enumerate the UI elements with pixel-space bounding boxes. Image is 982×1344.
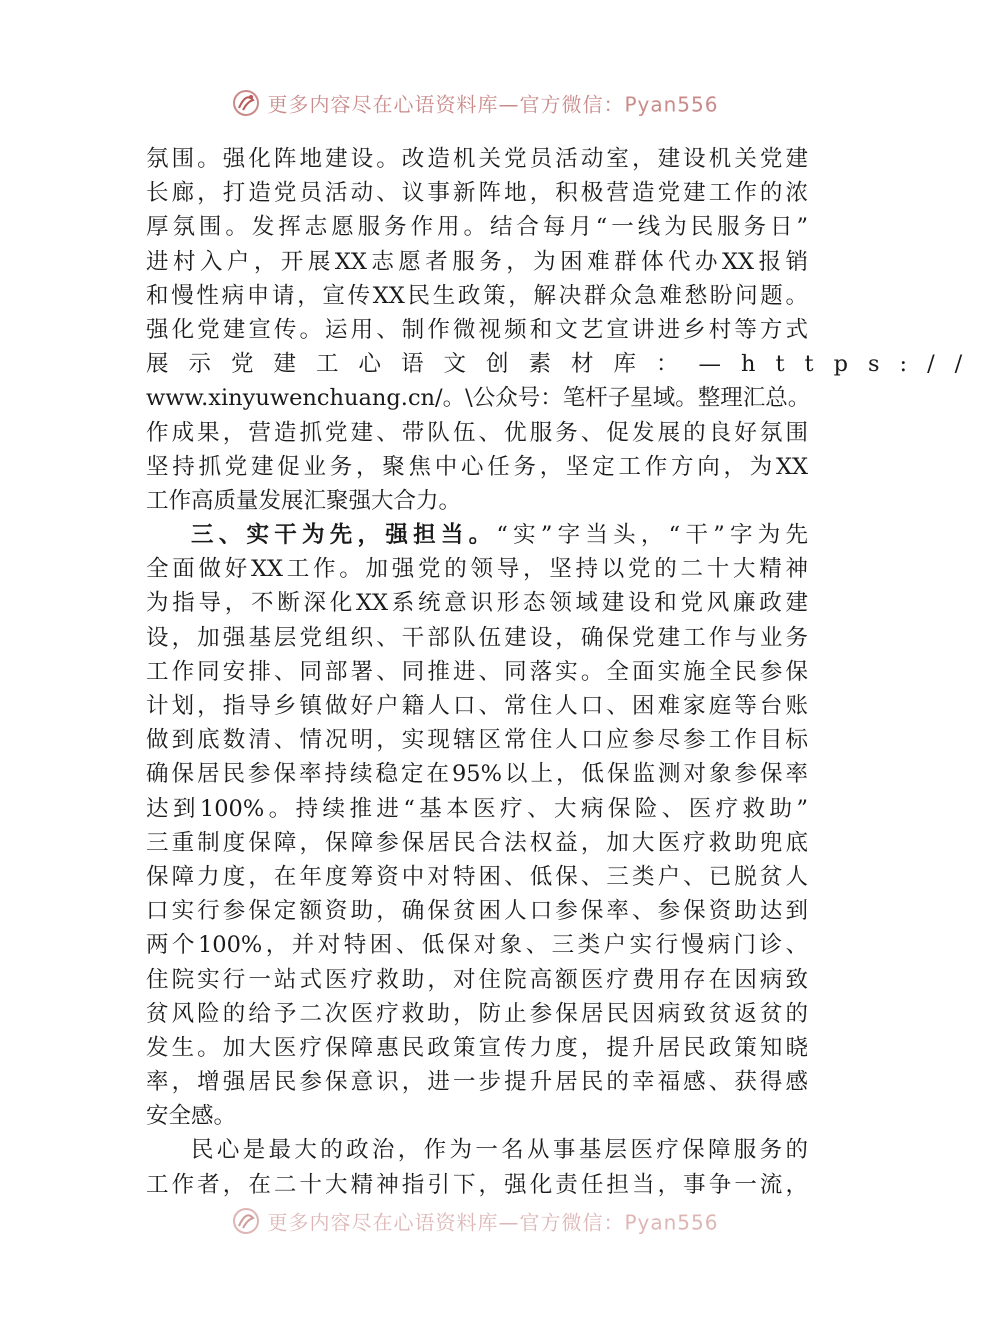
text-line: 强化党建宣传。运用、制作微视频和文艺宣讲进乡村等方式 — [146, 316, 808, 343]
text-line: 安全感。 — [146, 1103, 237, 1130]
text-line: 民心是最大的政治，作为一名从事基层医疗保障服务的 — [191, 1137, 808, 1164]
text-line: 计划，指导乡镇做好户籍人口、常住人口、困难家庭等台账 — [146, 693, 808, 719]
watermark-footer — [0, 1206, 950, 1236]
text-line: 保障力度，在年度筹资中对特困、低保、三类户、已脱贫人 — [146, 863, 808, 890]
text-line: 确保居民参保率持续稳定在95%以上，低保监测对象参保率 — [146, 761, 808, 788]
watermark-header — [0, 88, 950, 118]
text-line: 发生。加大医疗保障惠民政策宣传力度，提升居民政策知晓 — [146, 1034, 808, 1061]
text-line: 展示党建工心语文创素材库：—https:// — [146, 351, 982, 378]
watermark-text: 更多内容尽在心语资料库—官方微信：Pyan556 — [267, 92, 719, 117]
text-line: www.xinyuwenchuang.cn/。\公众号：笔杆子星域。整理汇总。 — [146, 385, 811, 412]
text-line: 贫风险的给予二次医疗救助，防止参保居民因病致贫返贫的 — [146, 1000, 808, 1027]
text-line: 厚氛围。发挥志愿服务作用。结合每月“一线为民服务日” — [146, 214, 808, 241]
text-line: 长廊，打造党员活动、议事新阵地，积极营造党建工作的浓 — [146, 180, 808, 207]
watermark-text: 更多内容尽在心语资料库—官方微信：Pyan556 — [267, 1210, 719, 1235]
text-line: 为指导，不断深化XX系统意识形态领域建设和党风廉政建 — [146, 590, 808, 617]
text-line: 工作者，在二十大精神指引下，强化责任担当，事争一流， — [146, 1171, 808, 1198]
document-body — [146, 142, 982, 1202]
text-line: 工作同安排、同部署、同推进、同落实。全面实施全民参保 — [146, 658, 808, 685]
text-line: 作成果，营造抓党建、带队伍、优服务、促发展的良好氛围 — [146, 419, 808, 446]
text-line: 达到100%。持续推进“基本医疗、大病保险、医疗救助” — [146, 795, 808, 822]
text-line: 进村入户，开展XX志愿者服务，为困难群体代办XX报销 — [146, 248, 808, 275]
text-line: 住院实行一站式医疗救助，对住院高额医疗费用存在因病致 — [146, 966, 808, 993]
text-line: 口实行参保定额资助，确保贫困人口参保率、参保资助达到 — [146, 898, 808, 925]
text-line: 设，加强基层党组织、干部队伍建设，确保党建工作与业务 — [146, 624, 808, 651]
logo-icon — [231, 1206, 261, 1236]
text-line: 工作高质量发展汇聚强大合力。 — [146, 487, 462, 514]
text-line: 两个100%，并对特困、低保对象、三类户实行慢病门诊、 — [146, 932, 808, 959]
text-line: 坚持抓党建促业务，聚焦中心任务，坚定工作方向，为XX — [146, 453, 808, 480]
section-heading: 三、实干为先，强担当。 — [191, 522, 497, 549]
section-heading-rest: “实”字当头，“干”字为先 — [496, 522, 808, 549]
text-line: 和慢性病申请，宣传XX民生政策，解决群众急难愁盼问题。 — [146, 282, 808, 309]
section-heading-line — [146, 518, 808, 552]
logo-icon — [231, 88, 261, 118]
text-line: 氛围。强化阵地建设。改造机关党员活动室，建设机关党建 — [146, 146, 808, 172]
text-line: 三重制度保障，保障参保居民合法权益，加大医疗救助兜底 — [146, 829, 808, 856]
text-line: 全面做好XX工作。加强党的领导，坚持以党的二十大精神 — [146, 556, 808, 583]
text-line: 做到底数清、情况明，实现辖区常住人口应参尽参工作目标 — [146, 727, 808, 754]
text-line: 率，增强居民参保意识，进一步提升居民的幸福感、获得感 — [146, 1069, 808, 1096]
